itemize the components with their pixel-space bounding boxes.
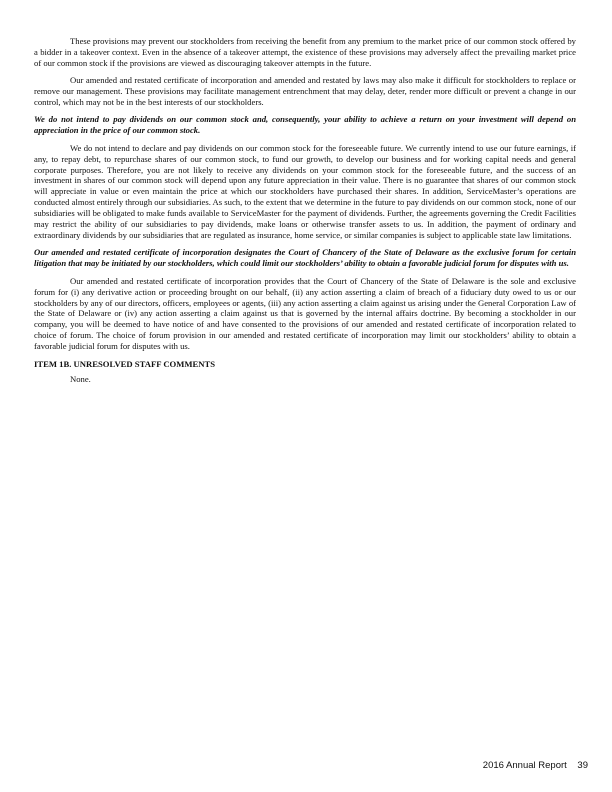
item-1b-body: None. xyxy=(70,374,91,385)
page-number: 39 xyxy=(577,760,588,771)
paragraph-takeover-provisions: These provisions may prevent our stockholders from receiving the benefit from any premium to the market price of our common stock offered by a bidder in a takeover context. Even in the absence of a takeover attempt, the existence of these provisions may adversely affect the prevailing market price of our common stock if the provisions are viewed as discouraging takeover attempts in the future. xyxy=(34,36,576,68)
footer-report-label: 2016 Annual Report xyxy=(482,760,567,771)
paragraph-management-entrenchment: Our amended and restated certificate of incorporation and amended and restated by laws may also make it difficult for stockholders to replace or remove our management. These provisions may facilitate management entrenchment that may delay, deter, render more difficult or prevent a change in our control, which may not be in the best interests of our stockholders. xyxy=(34,75,576,108)
paragraph-dividends: We do not intend to declare and pay dividends on our common stock for the foreseeable future. We currently intend to use our future earnings, if any, to repay debt, to repurchase shares of our common stock, to fund our growth, to develop our business and for working capital needs and general corporate purposes. Therefore, you are not likely to receive any dividends on your common stock for the foreseeable future, and the success of an investment in shares of our common stock will depend upon any future appreciation in their value. There is no guarantee that shares of our common stock will appreciate in value or even maintain the price at which our stockholders have purchased their shares. In addition, ServiceMaster’s operations are conducted almost entirely through our subsidiaries. As such, to the extent that we determine in the future to pay dividends on our common stock, none of our subsidiaries will be obligated to make funds available to ServiceMaster for the payment of dividends. Further, the agreements governing the Credit Facilities may restrict the ability of our subsidiaries to pay dividends, make loans or otherwise transfer assets to us. In addition, the payment of ordinary and extraordinary dividends by our subsidiaries that are regulated as insurance, home service, or similar companies is subject to applicable state law limitations. xyxy=(34,142,576,240)
risk-heading-dividends: We do not intend to pay dividends on our common stock and, consequently, your ability to achieve a return on your investment will depend on appreciation in the price of our common stock. xyxy=(34,114,576,136)
paragraph-exclusive-forum: Our amended and restated certificate of incorporation provides that the Court of Chancery of the State of Delaware is the sole and exclusive forum for (i) any derivative action or proceeding brought on our behalf, (ii) any action asserting a claim of breach of a fiduciary duty owed to us or our stockholders by any of our directors, officers, employees or agents, (iii) any action asserting a claim against us arising under the General Corporation Law of the State of Delaware or (iv) any action asserting a claim against us that is governed by the internal affairs doctrine. By becoming a stockholder in our company, you will be deemed to have notice of and have consented to the provisions of our amended and restated certificate of incorporation related to choice of forum. The choice of forum provision in our amended and restated certificate of incorporation may limit our stockholders’ ability to obtain a favorable judicial forum for disputes with us. xyxy=(34,275,576,352)
document-body xyxy=(34,36,576,385)
item-1b-heading: ITEM 1B. UNRESOLVED STAFF COMMENTS xyxy=(34,358,216,369)
risk-heading-exclusive-forum: Our amended and restated certificate of incorporation designates the Court of Chancery of the State of Delaware as the exclusive forum for certain litigation that may be initiated by our stockholders, which could limit our stockholders’ ability to obtain a favorable judicial forum for disputes with us. xyxy=(34,247,576,269)
page-footer xyxy=(483,760,588,771)
